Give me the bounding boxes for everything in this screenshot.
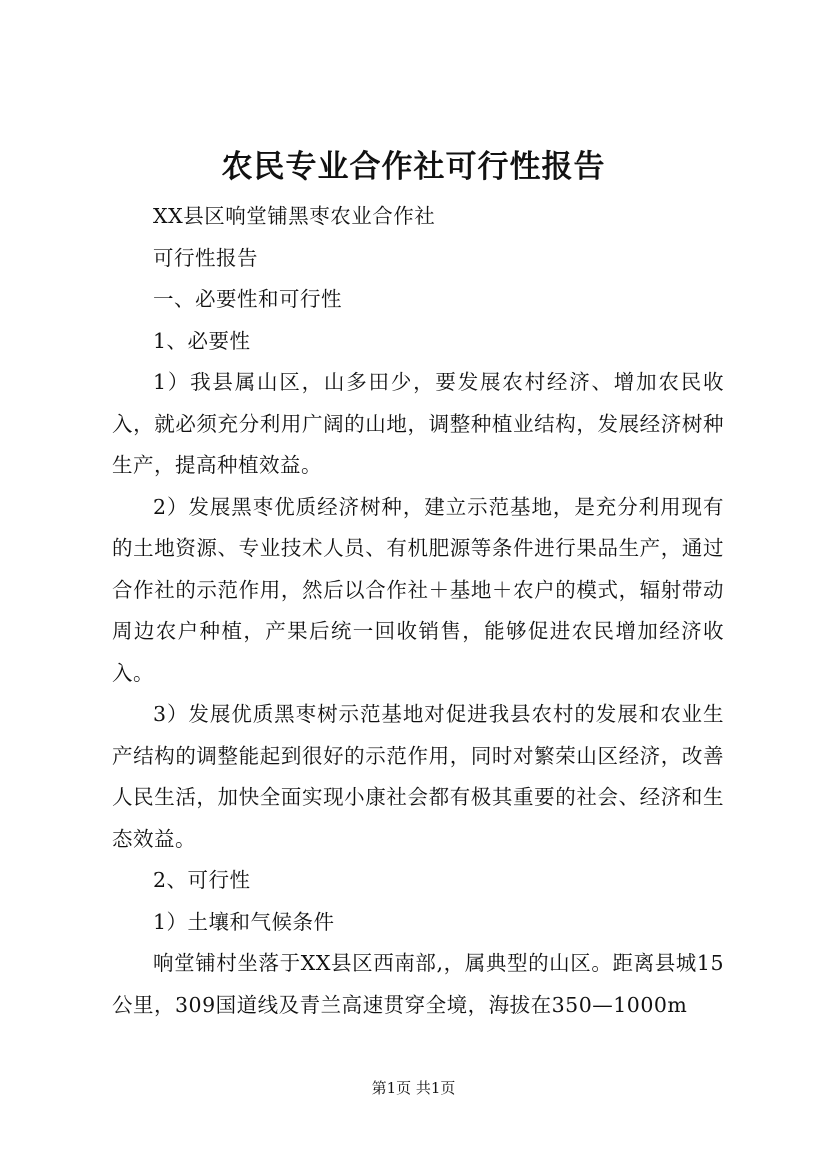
paragraph-cooperative-name: XX县区响堂铺黑枣农业合作社: [153, 204, 436, 228]
paragraph-location: 响堂铺村坐落于XX县区西南部,，属典型的山区。距离县城15公里，309国道线及青兰高速贯穿全境，海拔在350—1000m: [112, 951, 724, 1017]
document-body: [112, 196, 724, 1026]
subsection-heading-feasibility: 2、可行性: [153, 868, 251, 892]
paragraph-necessity-1: 1）我县属山区，山多田少，要发展农村经济、增加农民收入，就必须充分利用广阔的山地，调整种植业结构，发展经济树种生产，提高种植效益。: [112, 370, 724, 477]
paragraph-necessity-2: 2）发展黑枣优质经济树种，建立示范基地，是充分利用现有的土地资源、专业技术人员、有机肥源等条件进行果品生产，通过合作社的示范作用，然后以合作社＋基地＋农户的模式，辐射带动周边农户种植，产果后统一回收销售，能够促进农民增加经济收入。: [112, 494, 724, 685]
document-title: 农民专业合作社可行性报告: [221, 149, 606, 185]
section-heading-necessity-feasibility: 一、必要性和可行性: [153, 287, 342, 311]
paragraph-report-subtitle: 可行性报告: [153, 245, 258, 270]
subsection-heading-necessity: 1、必要性: [153, 328, 251, 353]
sub-heading-soil-climate: 1）土壤和气候条件: [153, 909, 335, 934]
paragraph-necessity-3: 3）发展优质黑枣树示范基地对促进我县农村的发展和农业生产结构的调整能起到很好的示范作用，同时对繁荣山区经济，改善人民生活，加快全面实现小康社会都有极其重要的社会、经济和生态效益。: [112, 702, 724, 851]
page-footer: 第1页 共1页: [371, 1079, 456, 1097]
